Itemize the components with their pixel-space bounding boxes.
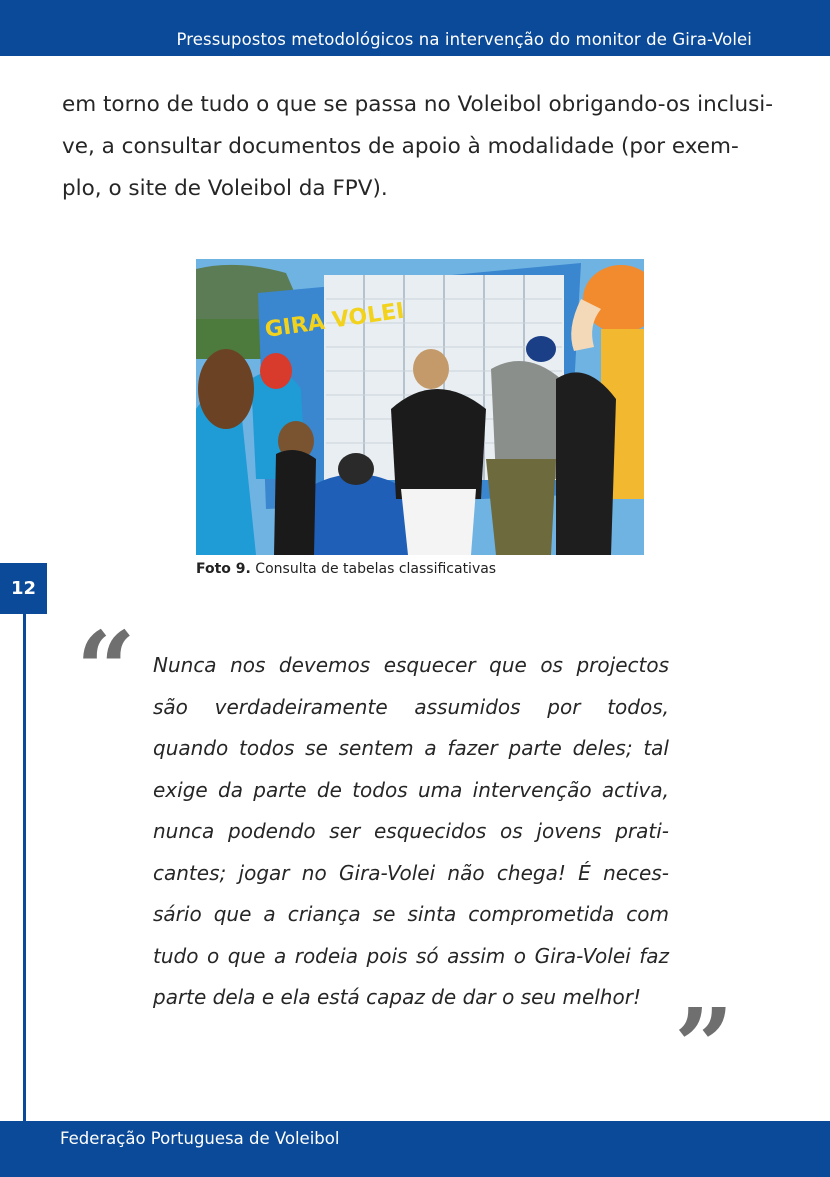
intro-paragraph: [62, 84, 774, 210]
quote-line: exige da parte de todos uma intervenção activa,: [153, 777, 669, 802]
quote-line: tudo o que a rodeia pois só assim o Gira-Volei faz: [153, 943, 669, 968]
caption-text: Consulta de tabelas classificativas: [250, 561, 497, 577]
open-quote-icon: “: [76, 608, 136, 731]
quote-line: parte dela e ela está capaz de dar o seu melhor!: [153, 985, 641, 1009]
quote-line: são verdadeiramente assumidos por todos,: [153, 694, 669, 719]
quote-line: Nunca nos devemos esquecer que os projectos: [153, 653, 669, 677]
caption-label: Foto 9.: [196, 561, 251, 577]
close-quote-icon: ”: [674, 985, 734, 1108]
intro-line: ve, a consultar documentos de apoio à modalidade (por exem-: [62, 134, 739, 159]
photo-caption: [196, 561, 496, 577]
intro-line: em torno de tudo o que se passa no Voleibol obrigando-os inclusi-: [62, 92, 774, 117]
intro-line: plo, o site de Voleibol da FPV).: [62, 176, 388, 201]
header-title: Pressupostos metodológicos na intervenção do monitor de Gira-Volei: [176, 30, 752, 49]
board-sign: GIRA VOLEI: [263, 298, 406, 343]
quote-line: sário que a criança se sinta comprometida com: [153, 902, 669, 926]
quote-line: nunca podendo ser esquecidos os jovens prati-: [153, 819, 669, 843]
pull-quote: [153, 645, 669, 1019]
photo-illustration: [196, 259, 644, 555]
photo-consulting-tables: [196, 259, 644, 555]
quote-line: cantes; jogar no Gira-Volei não chega! É neces-: [153, 860, 669, 885]
page-number: 12: [0, 563, 47, 614]
side-rule: [23, 614, 26, 1124]
footer-text: Federação Portuguesa de Voleibol: [60, 1129, 340, 1148]
quote-line: quando todos se sentem a fazer parte deles; tal: [153, 736, 669, 760]
